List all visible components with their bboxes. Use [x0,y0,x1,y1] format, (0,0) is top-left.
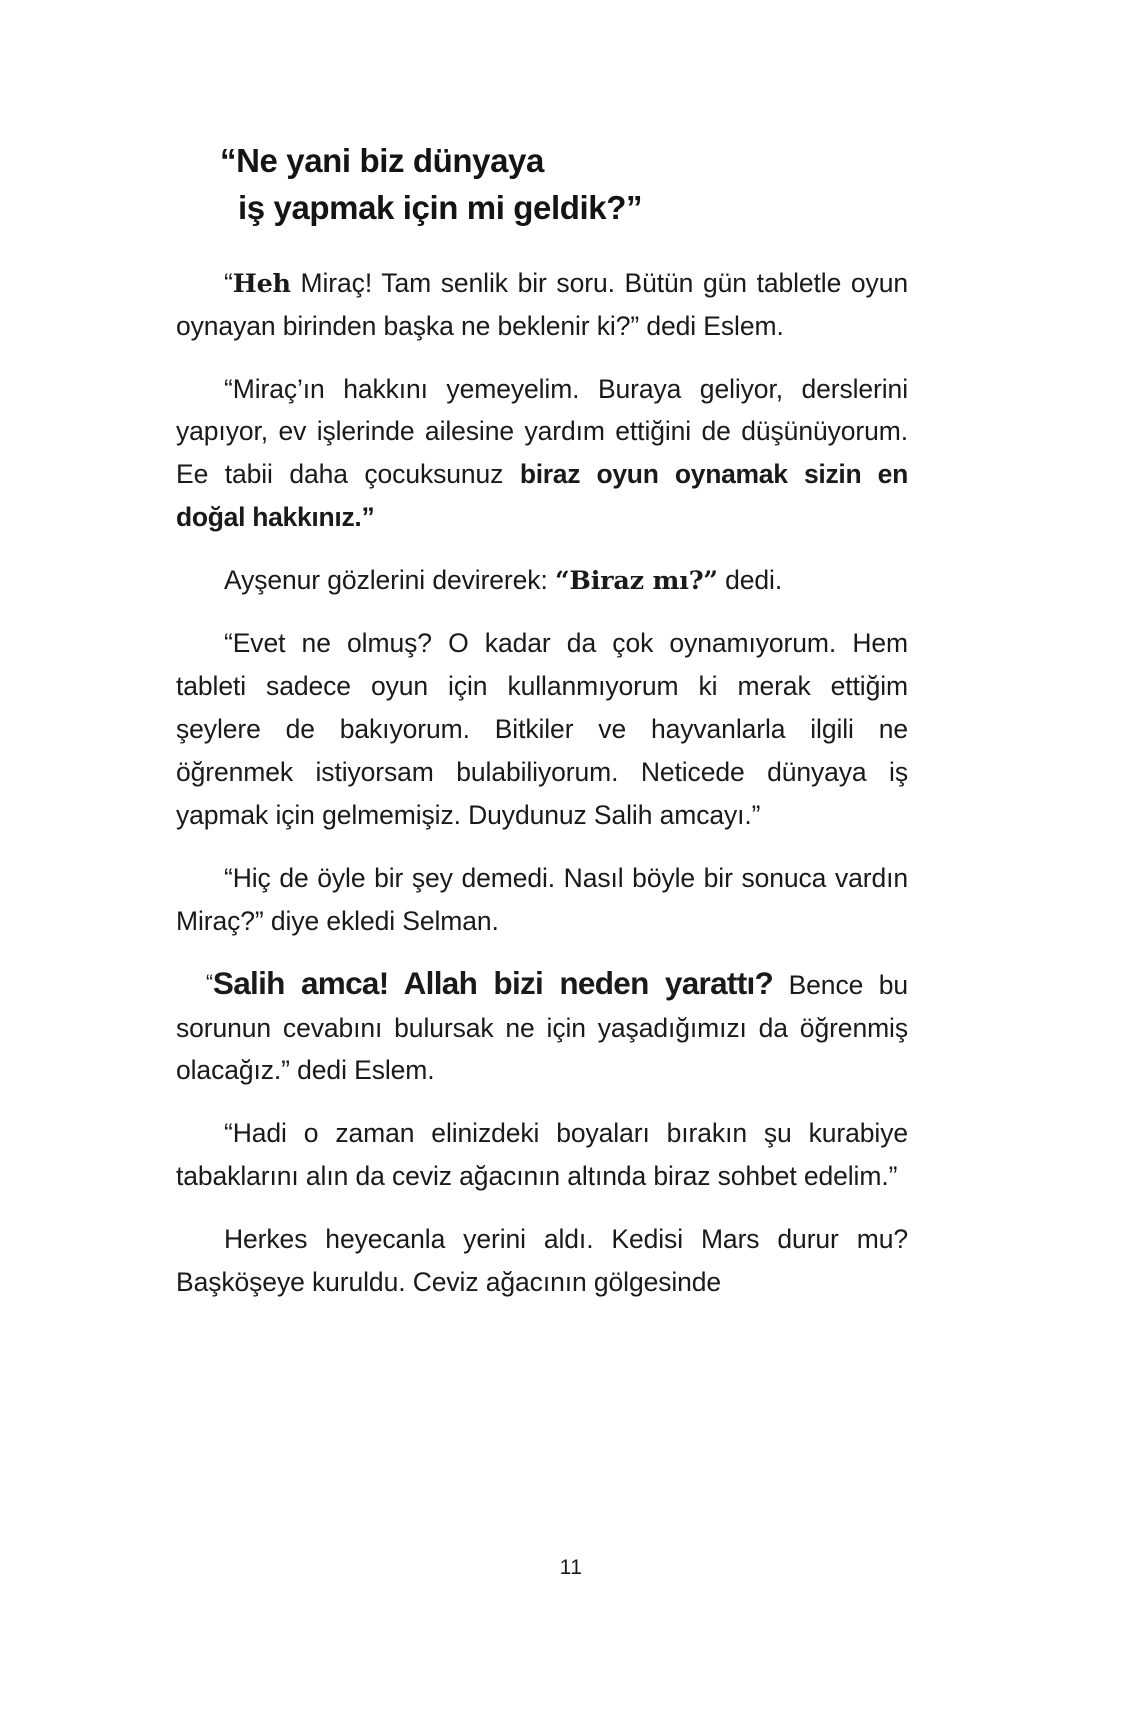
paragraph-6-text: Bence bu sorunun cevabını bulursak ne için yaşadığımızı da öğrenmiş olacağız.” dedi Eslem. [176,969,908,1086]
paragraph-1 [176,262,908,348]
paragraph-4: “Evet ne olmuş? O kadar da çok oynamıyorum. Hem tableti sadece oyun için kullanmıyorum ki merak ettiğim şeylere de bakıyorum. Bitkiler ve hayvanlarla ilgili ne öğrenmek istiyorsam bulabiliyorum. Neticede dünyaya iş yapmak için gelmemişiz. Duydunuz Salih amcayı.” [176,628,908,830]
paragraph-6-open-quote: “ [206,970,213,994]
paragraph-3-emphasis: “Biraz mı?” [554,565,718,596]
paragraph-6-bold-heading: Salih amca! Allah bizi neden yarattı? [212,964,774,1001]
paragraph-5: “Hiç de öyle bir şey demedi. Nasıl böyle bir sonuca vardın Miraç?” diye ekledi Selman. [176,862,908,936]
paragraph-1-text: Miraç! Tam senlik bir soru. Bütün gün tabletle oyun oynayan birinden başka ne beklenir ki?” dedi Eslem. [176,267,908,341]
paragraph-3 [176,559,908,602]
page-number: 11 [559,1556,583,1579]
paragraph-8: Herkes heyecanla yerini aldı. Kedisi Mars durur mu? Başköşeye kuruldu. Ceviz ağacının gölgesinde [176,1224,908,1298]
page-title-line-2: iş yapmak için mi geldik?” [238,188,643,226]
paragraph-1-emphasis: Heh [232,267,291,298]
paragraph-3-text-after: dedi. [717,565,783,596]
paragraph-2 [176,368,908,540]
paragraph-1-open-quote: “ [224,267,233,298]
page-title-line-1: “Ne yani biz dünyaya [220,142,544,179]
page-title [176,138,908,232]
paragraph-6 [176,963,908,1093]
paragraph-2-bold-text: biraz oyun oynamak sizin en doğal hakkınız.” [176,459,908,533]
paragraph-7: “Hadi o zaman elinizdeki boyaları bırakın şu kurabiye tabaklarını alın da ceviz ağacının altında biraz sohbet edelim.” [176,1118,908,1192]
paragraph-2-text: “Miraç’ın hakkını yemeyelim. Buraya geliyor, derslerini yapıyor, ev işlerinde ailesine yardım ettiğini de düşünüyorum. Ee tabii daha çocuksunuz [176,373,908,490]
paragraph-3-text-before: Ayşenur gözlerini devirerek: [224,565,555,596]
page-content [176,138,908,1324]
